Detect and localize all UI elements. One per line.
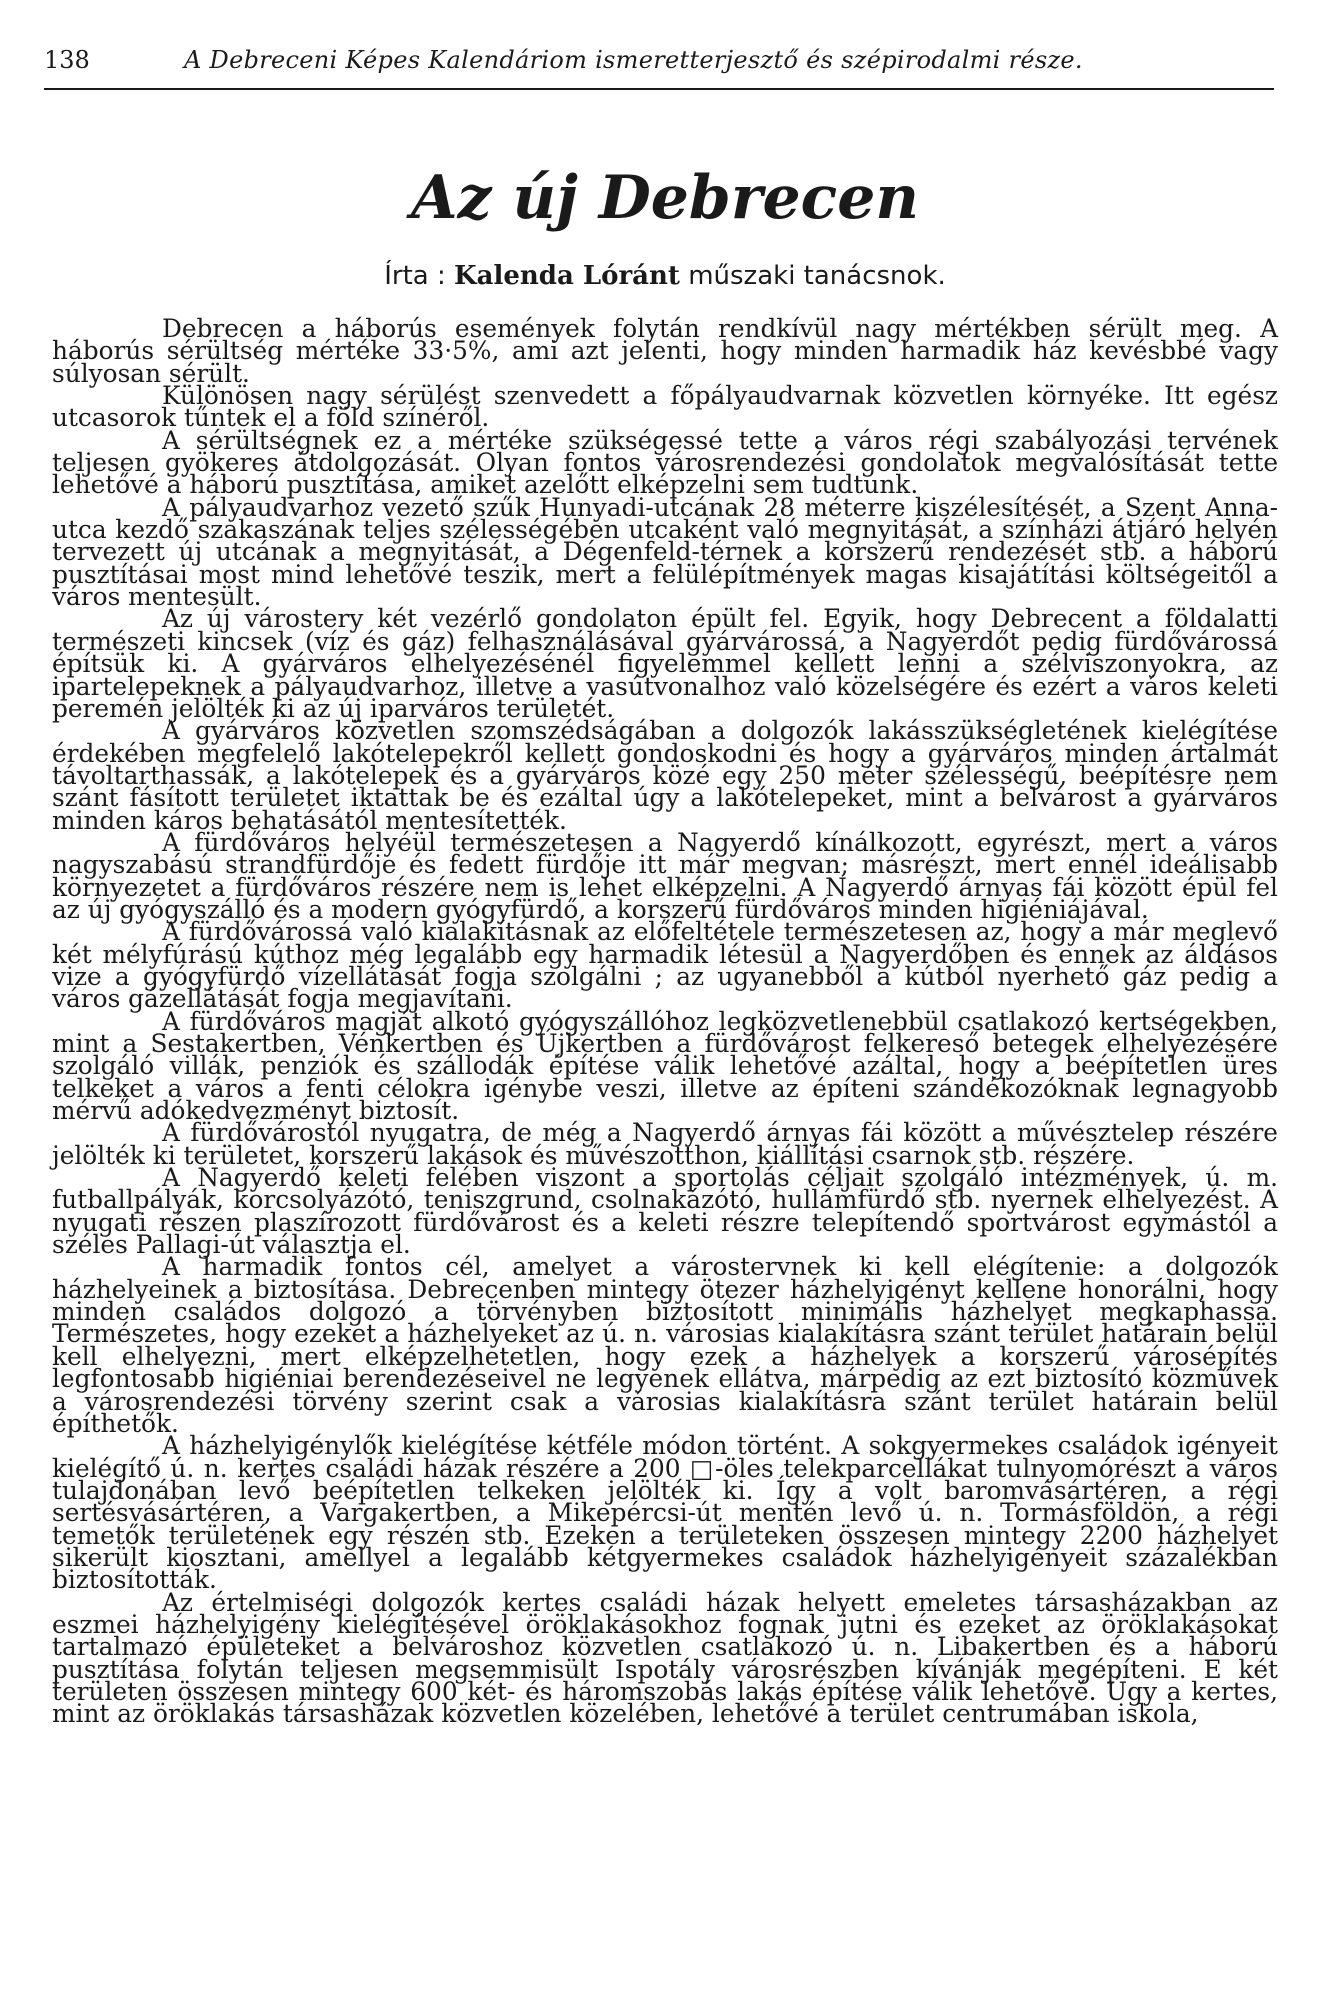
page-header [44,40,1274,80]
paragraph: A pályaudvarhoz vezető szűk Hunyadi-utcának 28 méterre kiszélesítését, a Szent Anna-utca kezdő szakaszának teljes szélességében utcaként való megnyitását, a színházi átjáró helyén tervezett új utcának a megnyitását, a Dégenfeld-térnek a korszerű rendezését stb. a háború pusztításai most mind lehetővé teszik, mert a felülépítmények magas kisajátítási költségeitől a város mentesült. [52,492,1278,612]
header-rule [44,88,1274,90]
article-title: Az új Debrecen [410,163,919,233]
byline-prefix: Írta : [384,261,454,291]
paragraph: Az új várostery két vezérlő gondolaton épült fel. Egyik, hogy Debrecent a földalatti természeti kincsek (víz és gáz) felhasználásával gyárvárossá, a Nagyerdőt pedig fürdővárossá építsük ki. A gyárváros elhelyezésénél figyelemmel kellett lenni a szélviszonyokra, az ipartelepeknek a pályaudvarhoz, illetve a vasútvonalhoz való közelségére és ezért a város keleti peremén jelölték ki az új iparváros területét. [52,604,1278,723]
byline [0,258,1330,294]
paragraph: A fürdővárossá való kialakításnak az előfeltétele természetesen az, hogy a már meglevő két mélyfúrású kúthoz még legalább egy harmadik létesül a Nagyerdőben és ennek az áldásos vize a gyógyfürdő vízellátását fogja szolgálni ; az ugyanebből a kútból nyerhető gáz pedig a város gázellátását fogja megjavítani. [52,917,1278,1014]
byline-author: Kalenda Lóránt [454,261,680,291]
paragraph: Debrecen a háborús események folytán rendkívül nagy mértékben sérült meg. A háborús sérültség mértéke 33·5%, ami azt jelenti, hogy minden harmadik ház kevésbbé vagy súlyosan sérült. [52,314,1278,388]
paragraph: A harmadik fontos cél, amelyet a várostervnek ki kell elégítenie: a dolgozók házhelyeinek a biztosítása. Debrecenben mintegy ötezer házhelyigényt kellene honorálni, hogy minden családos dolgozó a törvényben biztosított minimális házhelyet megkaphassa. Természetes, hogy ezeket a házhelyeket az ú. n. városias kialakításra szánt terület határain belül kell elhelyezni, mert elképzelhetetlen, hogy ezek a házhelyek a korszerű városépítés legfontosabb higiéniai berendezéseivel ne legyenek ellátva, márpedig az ezt biztosító közművek a városrendezési törvény szerint csak a városias kialakításra szánt terület határain belül építhetők. [52,1252,1278,1438]
paragraph: A fürdőváros magját alkotó gyógyszállóhoz legközvetlenebbül csatlakozó kertségekben, mint a Sestakertben, Vénkertben és Újkertben a fürdővárost felkereső betegek elhelyezésére szolgáló villák, penziók és szállodák építése válik lehetővé azáltal, hogy a beépítetlen üres telkeket a város a fenti célokra igénybe veszi, illetve az építeni szándékozóknak legnagyobb mérvű adókedvezményt biztosít. [52,1006,1278,1126]
paragraph: Különösen nagy sérülést szenvedett a főpályaudvarnak közvetlen környéke. Itt egész utcasorok tűntek el a föld színéről. [52,381,1278,433]
paragraph: A fürdővárostól nyugatra, de még a Nagyerdő árnyas fái között a művésztelep részére jelölték ki területet, korszerű lakások és művészotthon, kiállítási csarnok stb. részére. [52,1118,1278,1170]
article-body [52,314,1278,1729]
paragraph: A sérültségnek ez a mértéke szükségessé tette a város régi szabályozási tervének teljesen gyökeres átdolgozását. Olyan fontos városrendezési gondolatok megvalósítását tette lehetővé a háború pusztítása, amiket azelőtt elképzelni sem tudtunk. [52,425,1278,500]
paragraph: A házhelyigénylők kielégítése kétféle módon történt. A sokgyermekes családok igényeit kielégítő ú. n. kertes családi házak részére a 200 □-öles telekparcellákat tulnyomórészt a város tulajdonában levő beépítetlen telkeken jelölték ki. Így a volt baromvásártéren, a régi sertésvásártéren, a Vargakertben, a Mikepércsi-út mentén levő ú. n. Tormásföldön, a régi temetők területének egy részén stb. Ezeken a területeken összesen mintegy 2200 házhelyet sikerült kiosztani, amellyel a legalább kétgyermekes családok házhelyigényeit százalékban biztosították. [52,1431,1278,1595]
paragraph: A Nagyerdő keleti felében viszont a sportolás céljait szolgáló intézmények, ú. m. futballpályák, korcsolyázótó, teniszgrund, csolnakázótó, hullámfürdő stb. nyernek elhelyezést. A nyugati részen plaszírozott fürdővárost és a keleti részre telepítendő sportvárost egymástól a széles Pallagi-út választja el. [52,1163,1278,1260]
byline-suffix: műszaki tanácsnok. [679,261,946,291]
running-title: A Debreceni Képes Kalendáriom ismeretterjesztő és szépirodalmi része. [184,46,1083,74]
paragraph: A fürdőváros helyéül természetesen a Nagyerdő kínálkozott, egyrészt, mert a város nagyszabású strandfürdője és fedett fürdője itt már megvan; másrészt, mert ennél ideálisabb környezetet a fürdőváros részére nem is lehet elképzelni. A Nagyerdő árnyas fái között épül fel az új gyógyszálló és a modern gyógyfürdő, a korszerű fürdőváros minden higiéniájával. [52,827,1278,924]
paragraph: A gyárváros közvetlen szomszédságában a dolgozók lakásszükségletének kielégítése érdekében megfelelő lakótelepekről kellett gondoskodni és hogy a gyárváros minden ártalmát távoltarthassák, a lakótelepek és a gyárváros közé egy 250 méter szélességű, beépítésre nem szánt fásított területet iktattak be és ezáltal úgy a lakótelepeket, mint a belvárost a gyárváros minden káros behatásától mentesítették. [52,716,1278,835]
page-number: 138 [44,46,90,74]
paragraph: Az értelmiségi dolgozók kertes családi házak helyett emeletes társasházakban az eszmei házhelyigény kielégítésével öröklakásokhoz fognak jutni és ezeket az öröklakásokat tartalmazó épületeket a belvároshoz közvetlen csatlakozó ú. n. Libakertben és a háború pusztítása folytán teljesen megsemmisült Ispotály városrészben kívánják megépíteni. E két területen összesen mintegy 600 két- és háromszobás lakás építése válik lehetővé. Úgy a kertes, mint az öröklakás társasházak közvetlen közelében, lehetővé a terület centrumában iskola, [52,1587,1278,1729]
